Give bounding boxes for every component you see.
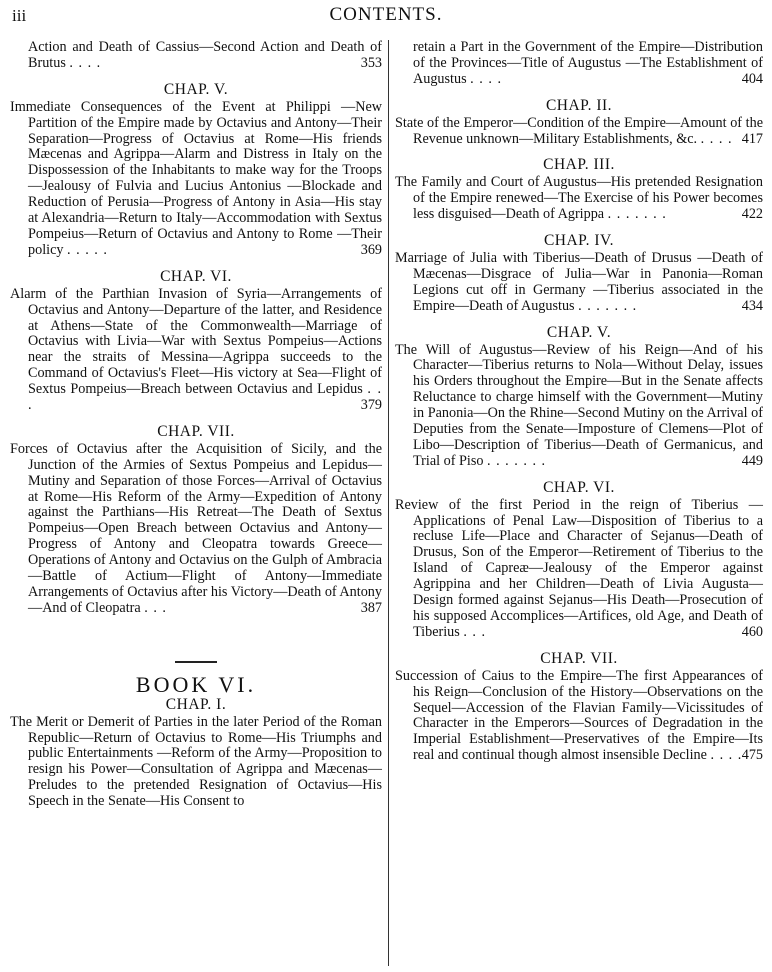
page-number: iii xyxy=(12,6,27,25)
page-ref: 387 xyxy=(360,599,382,616)
entry-text: The Family and Court of Augustus—His pretended Resignation of the Empire renewed—The Exercise of his Power becomes less disguised—Death of Agrippa xyxy=(395,174,763,223)
toc-entry xyxy=(10,442,382,617)
toc-entry xyxy=(395,498,763,641)
running-title: CONTENTS. xyxy=(329,4,443,25)
toc-entry xyxy=(10,40,382,72)
chapter-heading: CHAP. V. xyxy=(546,323,612,341)
page-ref: 417 xyxy=(741,130,763,147)
right-column xyxy=(395,40,763,764)
page-ref: 460 xyxy=(741,623,763,640)
leader-dots: . . . . xyxy=(710,747,743,764)
book-separator-rule xyxy=(175,661,217,663)
page-ref: 475 xyxy=(741,747,763,764)
toc-entry xyxy=(395,116,763,148)
column-divider xyxy=(388,40,389,966)
page-ref: 379 xyxy=(360,397,382,414)
page-ref: 422 xyxy=(741,206,763,223)
toc-entry xyxy=(395,40,763,88)
leader-dots: . . . . xyxy=(470,70,502,87)
page-ref: 449 xyxy=(741,452,763,469)
entry-text: The Will of Augustus—Review of his Reign—And of his Character—Tiberius returns to Nola—Without Delay, issues his Orders throughout the Empire—But in the Senate affects Reluctance to charge himself with the Government—Mutiny in Panonia—On the Rhine—Second Mutiny on the Arrival of Deputies from the Senate—Imposture of Clemens—Plot of Libo—Description of Tiberius—Death of Germanicus, and Trial of Piso xyxy=(395,341,763,469)
toc-entry xyxy=(395,251,763,315)
chapter-heading: CHAP. VI. xyxy=(160,267,232,285)
toc-entry xyxy=(395,175,763,223)
entry-text: Immediate Consequences of the Event at Philippi —New Partition of the Empire made by Octavius and Antony—Their Separation—Progress of Octavius at Rome—His friends Mæcenas and Agrippa—Alarm and Distress in Italy on the Dispossession of the Inhabitants to make way for the Troops—Jealousy of Fulvia and Lucius Antonius —Blockade and Reduction of Perusia—Progress of Antony in Asia—His stay at Alexandria—Return to Italy—Accommodation with Sextus Pompeius—Return of Octavius and Antony to Rome —Their policy xyxy=(10,98,382,258)
chapter-heading: CHAP. VII. xyxy=(540,649,618,667)
leader-dots: . . . . . . . xyxy=(578,297,638,314)
leader-dots: . . . . xyxy=(69,54,102,71)
page-ref: 369 xyxy=(360,241,382,258)
page-ref: 353 xyxy=(360,54,382,71)
entry-text: Forces of Octavius after the Acquisition of Sicily, and the Junction of the Armies of Sextus Pompeius and Lepidus—Mutiny and Separation of those Forces—Arrival of Octavius at Rome—His Reform of the Army—Expedition of Antony against the Parthians—His Retreat—The Death of Sextus Pompeius—Open Breach between Octavius and Antony—Progress of Antony and Cleopatra towards Greece—Operations of Antony and Octavius on the Gulph of Ambracia—Battle of Actium—Flight of Antony—Immediate Arrangements of Octavius after his Victory—Death of Antony—And of Cleopatra xyxy=(10,440,382,616)
page-header xyxy=(0,4,772,30)
leader-dots: . . . xyxy=(28,381,383,414)
entry-text: Review of the first Period in the reign of Tiberius —Applications of Penal Law—Disposition of Tiberius to a recluse Life—Place and Character of Sejanus—Death of Drusus, Son of the Emperor—Retirement of Tiberius to the Island of Capreæ—Jealousy of the Emperor against Agrippina and her Children—Death of Livia Augusta—Design formed against Sejanus—His Death—Prosecution of his supposed Accomplices—Artifices, old Age, and Death of Tiberius xyxy=(395,496,763,640)
leader-dots: . . . xyxy=(144,599,167,616)
chapter-heading: CHAP. IV. xyxy=(543,232,615,250)
toc-entry xyxy=(395,343,763,470)
leader-dots: . . . . . xyxy=(67,241,108,258)
page-ref: 434 xyxy=(741,297,763,314)
toc-entry xyxy=(395,669,763,764)
entry-text: Alarm of the Parthian Invasion of Syria—Arrangements of Octavius and Antony—Departure of the latter, and Residence at Athens—State of the Commonwealth—Marriage of Octavius with Livia—War with Sextus Pompeius—Actions near the straits of Messina—Agrippa succeeds to the Command of Octavius's Fleet—His victory at Sea—Flight of Sextus Pompeius—Breach between Octavius and Lepidus xyxy=(10,285,382,398)
entry-text: State of the Emperor—Condition of the Empire—Amount of the Revenue unknown—Military Establishments, &c. xyxy=(395,114,763,147)
entry-text: Marriage of Julia with Tiberius—Death of Drusus —Death of Mæcenas—Disgrace of Julia—War in Panonia—Roman Legions cut off in Germany —Tiberius associated in the Empire—Death of Augustus xyxy=(395,249,763,314)
entry-text: Action and Death of Cassius—Second Action and Death of Brutus xyxy=(28,39,382,71)
chapter-heading: CHAP. II. xyxy=(545,96,613,114)
entry-text: The Merit or Demerit of Parties in the later Period of the Roman Republic—Return of Octavius to Rome—His Triumphs and public Entertainments —Reform of the Army—Proposition to resign his Power—Consultation of Agrippa and Mæcenas—Preludes to the pretended Resignation of Octavius—His Speech in the Senate—His Consent to xyxy=(10,713,382,810)
chapter-heading: CHAP. III. xyxy=(543,156,615,174)
leader-dots: . . . xyxy=(463,623,487,640)
toc-entry xyxy=(10,100,382,259)
chapter-heading: CHAP. VI. xyxy=(543,478,615,496)
leader-dots: . . . . xyxy=(700,130,733,147)
entry-text: Succession of Caius to the Empire—The first Appearances of his Reign—Conclusion of the History—Observations on the Sequel—Accession of the Flavian Family—Vicissitudes of Character in the Emperors—Sources of Degradation in the Imperial Establishment—Preservatives of the Empire—Its real and continual though almost insensible Decline xyxy=(395,667,763,764)
book-title: BOOK VI. xyxy=(135,671,257,697)
entry-text: retain a Part in the Government of the Empire—Distribution of the Provinces—Title of Augustus —The Establishment of Augustus xyxy=(413,39,763,87)
left-column xyxy=(10,40,382,810)
chapter-heading: CHAP. I. xyxy=(165,695,227,713)
page-ref: 404 xyxy=(741,70,763,87)
leader-dots: . . . . . . . xyxy=(607,206,667,223)
toc-entry xyxy=(10,287,382,414)
toc-entry xyxy=(10,715,382,810)
leader-dots: . . . . . . . xyxy=(486,452,547,469)
chapter-heading: CHAP. VII. xyxy=(157,422,235,440)
chapter-heading: CHAP. V. xyxy=(163,80,229,98)
